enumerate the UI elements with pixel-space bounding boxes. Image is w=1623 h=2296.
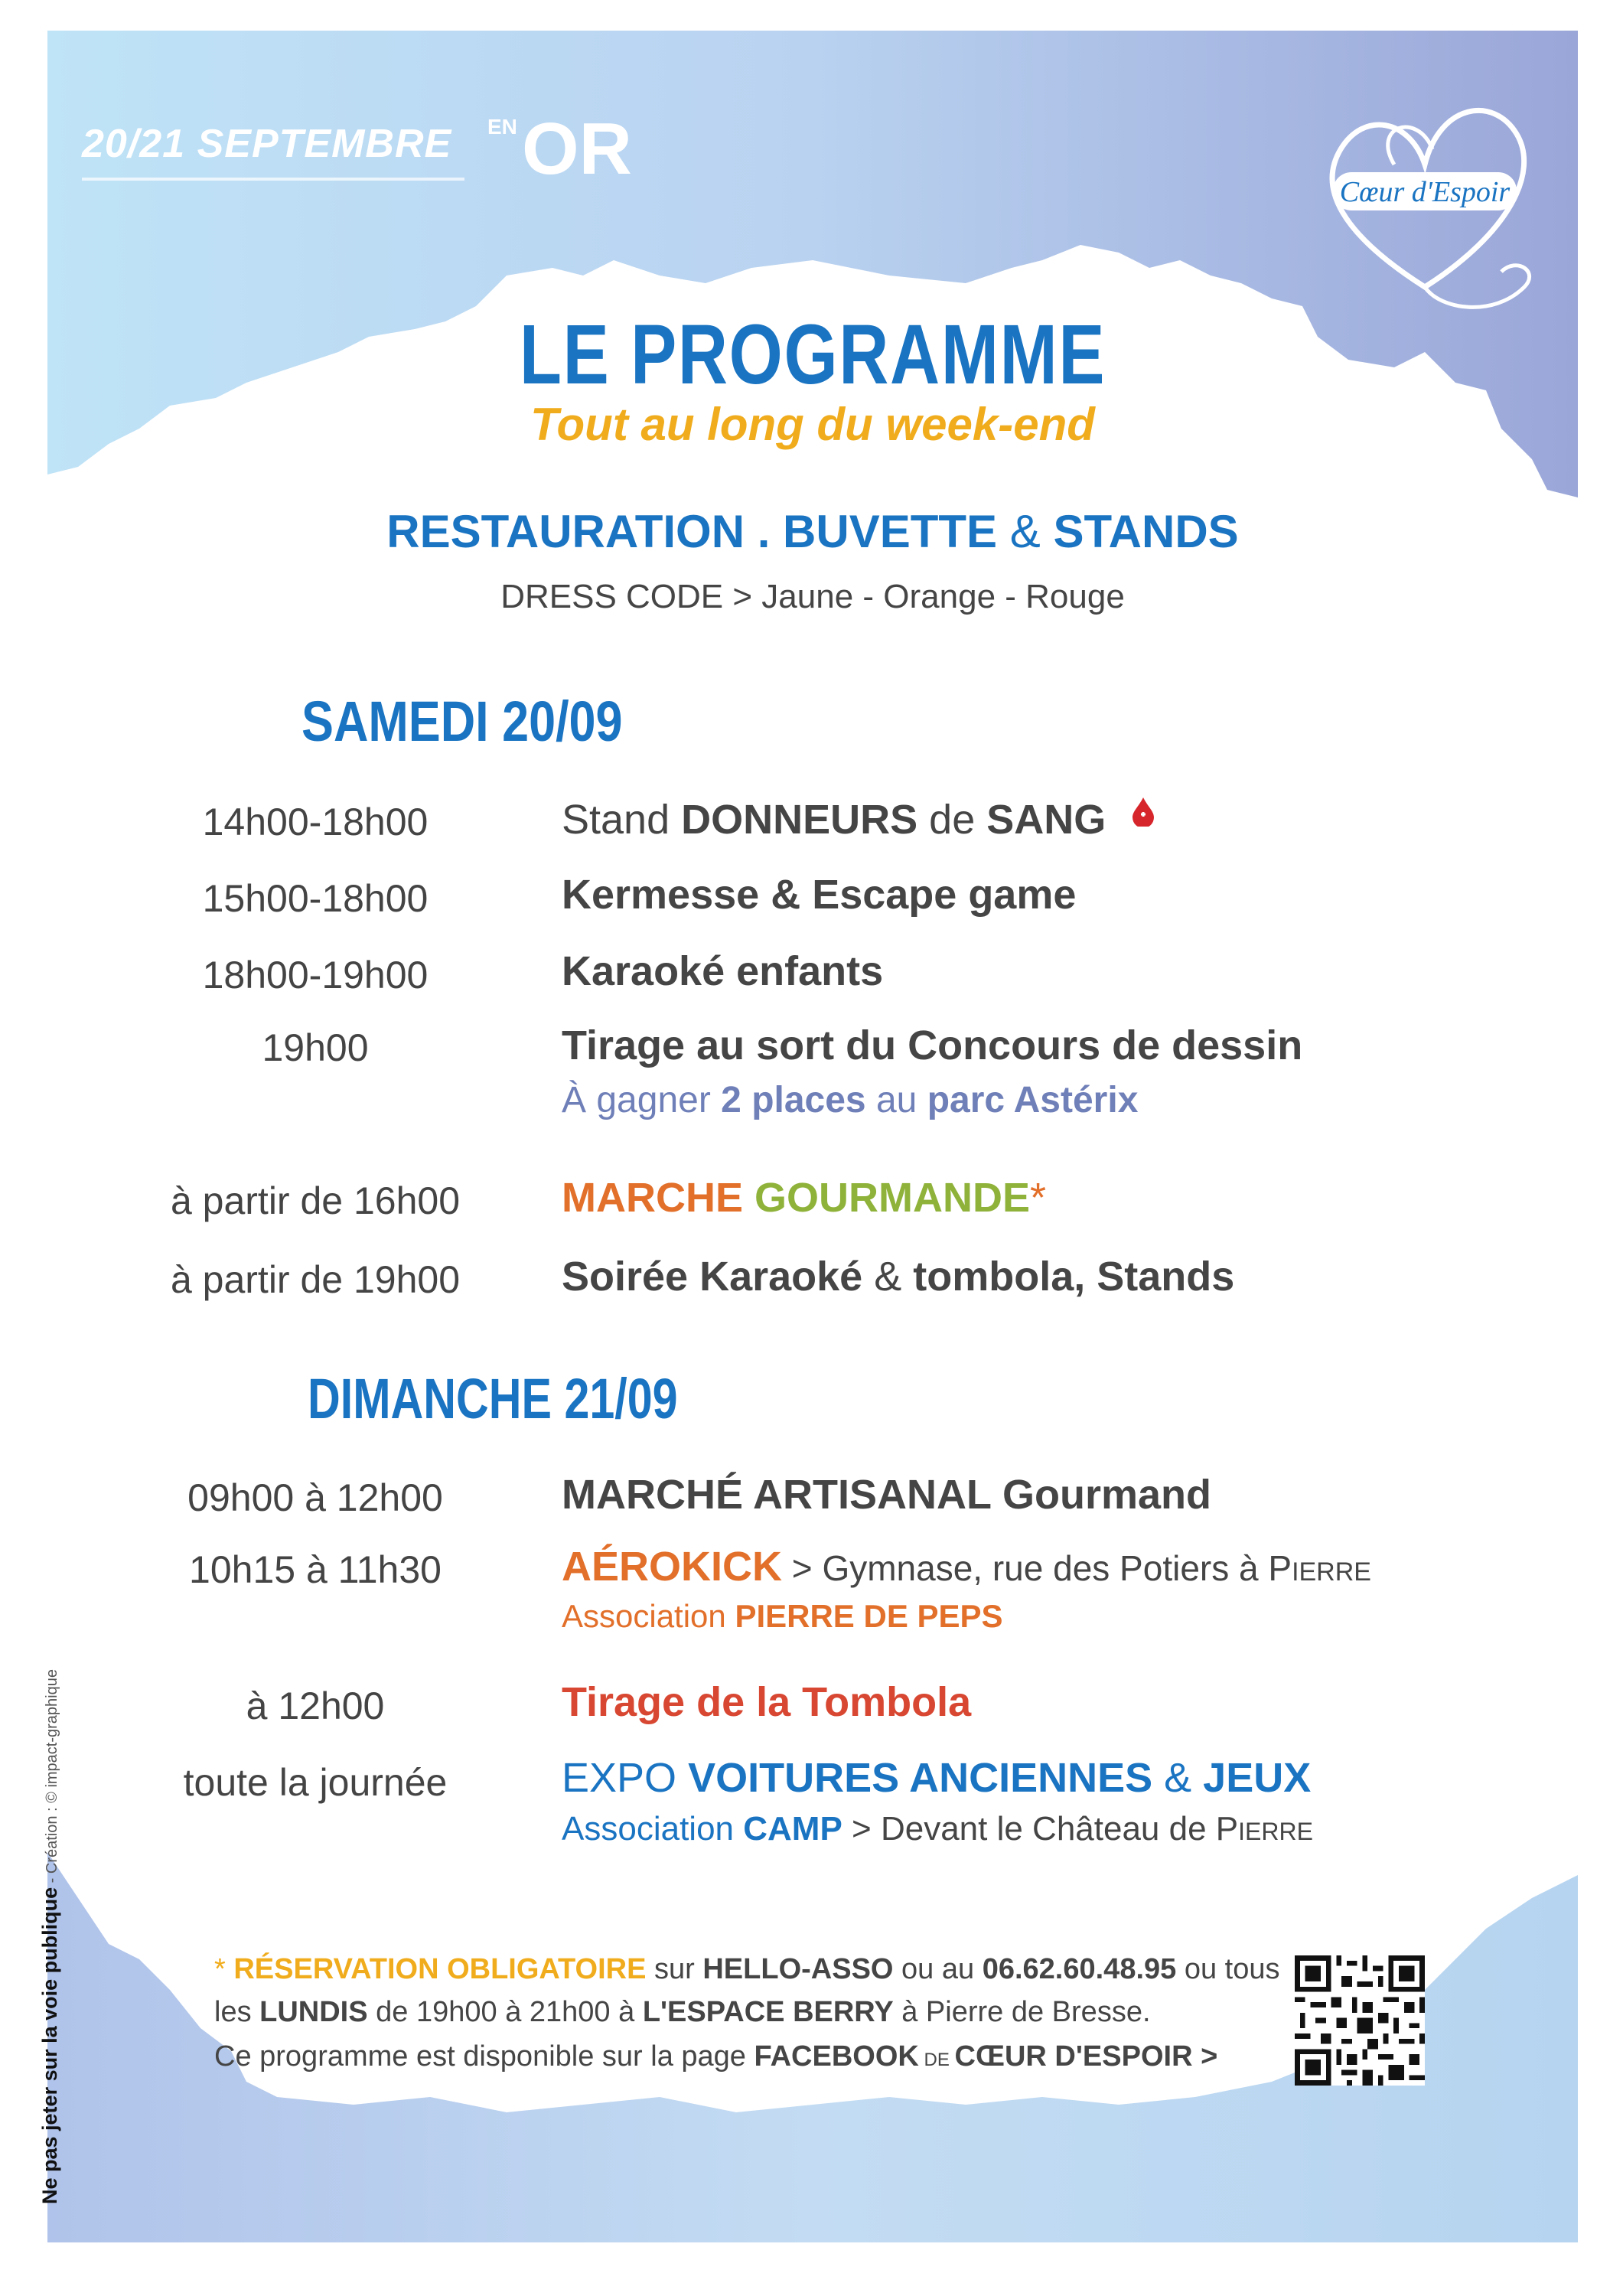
- event-subtitle-bold1: 2 places: [721, 1080, 866, 1120]
- footer-lundis: LUNDIS: [259, 1996, 368, 2028]
- footer-helloasso: HELLO-ASSO: [702, 1953, 894, 1985]
- footer-text: Ce programme est disponible sur la page: [214, 2040, 754, 2073]
- services-headline-part1: RESTAURATION . BUVETTE: [386, 506, 998, 557]
- event-subtitle-mid: au: [865, 1080, 927, 1120]
- footer-text: DE: [918, 2050, 955, 2070]
- event-title-part2: tombola, Stands: [913, 1254, 1235, 1300]
- event-title-rest: > Gymnase, rue des Potiers à: [782, 1548, 1269, 1588]
- event-title-bold2: SANG: [986, 797, 1106, 843]
- coeur-despoir-logo: [1310, 80, 1540, 333]
- sunday-heading: DIMANCHE 21/09: [308, 1367, 678, 1430]
- event-dates: 20/21 SEPTEMBRE: [82, 122, 452, 166]
- footer-facebook-line: [214, 2040, 1217, 2073]
- dress-code: DRESS CODE > Jaune - Orange - Rouge: [500, 578, 1125, 615]
- event-subtitle-pre: À gagner: [562, 1080, 722, 1120]
- event-time: toute la journée: [183, 1761, 448, 1804]
- footer-star: *: [214, 1953, 226, 1985]
- footer-arrow: >: [1192, 2040, 1218, 2073]
- event-title: [562, 1543, 1371, 1590]
- footer-text: de 19h00 à 21h00 à: [367, 1996, 643, 2028]
- event-title: [562, 796, 1159, 843]
- event-subtitle: [562, 1079, 1138, 1121]
- event-place-cap: P: [1268, 1548, 1292, 1588]
- event-title-bold2: JEUX: [1203, 1755, 1312, 1801]
- event-subtitle-pre: Association: [562, 1598, 735, 1634]
- side-credit-author: - Création : © impact-graphique: [44, 1669, 60, 1887]
- footer-schedule-line: [214, 1996, 1151, 2029]
- event-title-rest: Gourmand: [991, 1472, 1212, 1518]
- footer-text: ou tous: [1176, 1953, 1280, 1985]
- event-or-label: OR: [522, 108, 632, 190]
- event-place-cap: P: [1215, 1810, 1239, 1848]
- event-title-amp: &: [874, 1254, 902, 1300]
- services-headline-part2: STANDS: [1053, 506, 1239, 557]
- logo-text: Cœur d'Espoir: [1339, 176, 1511, 208]
- side-credit-notice: Ne pas jeter sur la voie publique: [38, 1887, 61, 2204]
- event-time: à partir de 19h00: [170, 1258, 461, 1301]
- footer-reservation-line: [214, 1953, 1280, 1986]
- event-en-label: EN: [487, 115, 517, 139]
- page-title: LE PROGRAMME: [519, 308, 1106, 402]
- event-title-amp: &: [1152, 1755, 1204, 1801]
- poster: [47, 31, 1578, 2242]
- event-subtitle-bold: CAMP: [743, 1810, 842, 1848]
- event-subtitle-pre: Association: [562, 1810, 744, 1848]
- blood-drop-icon: [1128, 796, 1159, 827]
- footer-text: à Pierre de Bresse.: [893, 1996, 1151, 2028]
- event-title-bold1: VOITURES ANCIENNES: [688, 1755, 1153, 1801]
- event-title: Karaoké enfants: [562, 948, 884, 994]
- event-subtitle-rest: > Devant le Château de: [842, 1810, 1216, 1848]
- footer-text: les: [214, 1996, 260, 2028]
- event-title: Kermesse & Escape game: [562, 872, 1077, 918]
- event-time: 14h00-18h00: [202, 801, 429, 843]
- event-title-bold: MARCHÉ ARTISANAL: [562, 1472, 991, 1518]
- event-title-star: *: [1030, 1175, 1047, 1221]
- event-title: [562, 1174, 1046, 1221]
- footer-text: ou au: [893, 1953, 983, 1985]
- event-title-bold1: DONNEURS: [681, 797, 918, 843]
- footer-text: sur: [646, 1953, 703, 1985]
- qr-code-icon[interactable]: [1295, 1955, 1425, 2086]
- services-headline-amp: &: [1009, 506, 1041, 557]
- page-subtitle: Tout au long du week-end: [530, 399, 1095, 450]
- event-title: [562, 1754, 1311, 1802]
- services-headline: [47, 505, 1578, 558]
- event-title-mid: de: [917, 797, 987, 843]
- event-subtitle-bold: PIERRE DE PEPS: [735, 1598, 1003, 1634]
- event-dates-underline: [82, 178, 464, 181]
- event-title: Tirage de la Tombola: [562, 1679, 972, 1725]
- event-time: 10h15 à 11h30: [189, 1548, 442, 1591]
- footer-reservation-label: RÉSERVATION OBLIGATOIRE: [233, 1953, 647, 1985]
- event-title-part2: GOURMANDE: [754, 1175, 1031, 1221]
- event-time: à partir de 16h00: [170, 1179, 461, 1222]
- event-subtitle-bold2: parc Astérix: [927, 1080, 1139, 1120]
- event-subtitle: [562, 1810, 1313, 1848]
- saturday-heading: SAMEDI 20/09: [301, 690, 623, 753]
- event-title: [562, 1471, 1211, 1518]
- side-credit: [38, 1669, 62, 2204]
- event-title-bold: AÉROKICK: [562, 1544, 783, 1590]
- event-title-pre: Stand: [562, 797, 682, 843]
- event-time: à 12h00: [246, 1684, 385, 1727]
- event-place-small: IERRE: [1238, 1818, 1313, 1845]
- event-place-small: IERRE: [1292, 1557, 1371, 1587]
- footer-phone: 06.62.60.48.95: [982, 1953, 1177, 1985]
- event-title-pre: EXPO: [562, 1755, 689, 1801]
- event-title: Tirage au sort du Concours de dessin: [562, 1022, 1303, 1068]
- event-title-part1: MARCHE: [562, 1175, 743, 1221]
- event-title: [562, 1253, 1234, 1300]
- event-time: 18h00-19h00: [202, 954, 429, 996]
- event-subtitle: [562, 1598, 1003, 1635]
- event-time: 09h00 à 12h00: [187, 1476, 443, 1519]
- event-time: 19h00: [262, 1026, 369, 1069]
- footer-association: CŒUR D'ESPOIR: [954, 2040, 1193, 2073]
- footer-venue: L'ESPACE BERRY: [642, 1996, 894, 2028]
- footer-facebook: FACEBOOK: [754, 2040, 919, 2073]
- event-time: 15h00-18h00: [202, 877, 429, 920]
- event-title-part1: Soirée Karaoké: [562, 1254, 863, 1300]
